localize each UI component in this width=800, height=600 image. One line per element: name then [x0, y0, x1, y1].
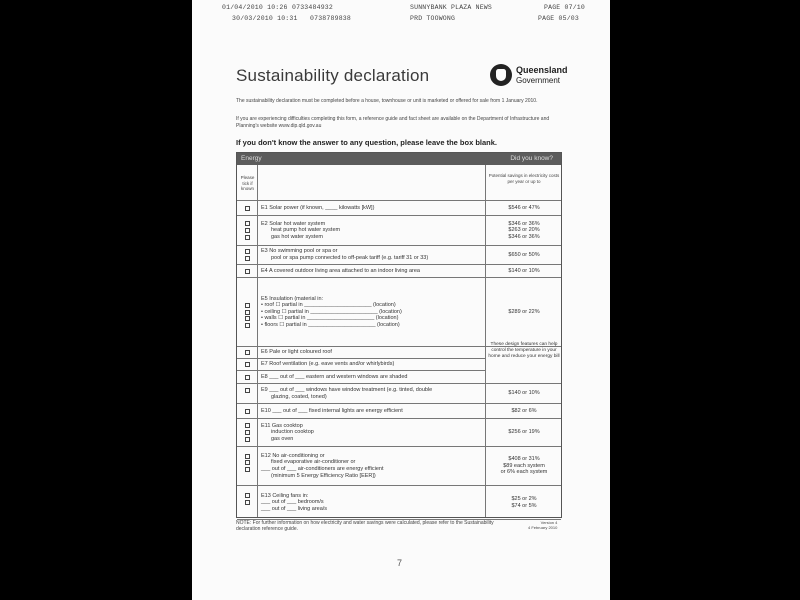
- version-date: 4 February 2010: [528, 525, 558, 530]
- question-text: E2 Solar hot water system: [261, 220, 326, 227]
- question-text: ___ out of ___ air-conditioners are energy efficient: [261, 466, 384, 472]
- version-label: Version 4: [540, 520, 558, 525]
- fax-header-name-2: PRD TOOWONG: [410, 15, 456, 22]
- question-text: heat pump hot water system: [271, 227, 341, 234]
- question-text: E8 ___ out of ___ eastern and western windows are shaded: [261, 373, 408, 380]
- intro-paragraph-2: If you are experiencing difficulties completing this form, a reference guide and fact sheet are available on the Department of Infrastructure and Planning's website www.dip.qld.gov.au: [236, 116, 550, 129]
- question-text: gas oven: [271, 435, 294, 442]
- scanned-page: [192, 0, 610, 600]
- version-info: [528, 520, 557, 530]
- fax-header-number-2: 0738789838: [310, 15, 352, 22]
- fax-header-number-1: 0733484932: [292, 4, 334, 11]
- instruction-note: If you don't know the answer to any question, please leave the box blank.: [236, 138, 498, 147]
- savings-value: $408 or 31%: [508, 456, 540, 463]
- crest-icon: [490, 64, 512, 86]
- tick-checkbox[interactable]: [245, 437, 250, 442]
- question-text: • floors ☐ partial in ______________________ (location): [261, 321, 400, 328]
- form-header-bar: [237, 153, 561, 165]
- footer-note: NOTE: For further information on how electricity and water savings were calculated, please refer to the Sustainability declaration reference guide.: [236, 520, 494, 532]
- question-text: E7 Roof ventilation (e.g. eave vents and/or whirlybirds): [261, 361, 395, 368]
- question-text: pool or spa pump connected to off-peak tariff (e.g. tariff 31 or 33): [271, 255, 429, 261]
- form-row: [237, 418, 561, 446]
- savings-value: $263 or 20%: [508, 227, 540, 234]
- section-title: Energy: [241, 155, 262, 162]
- question-text: E13 Ceiling fans in:: [261, 492, 309, 499]
- tick-checkbox[interactable]: [245, 362, 250, 367]
- savings-value: $346 or 36%: [508, 233, 540, 240]
- tick-checkbox[interactable]: [245, 206, 250, 211]
- tick-checkbox[interactable]: [245, 228, 250, 233]
- question-text: (minimum 5 Energy Efficiency Ratio [EER]): [271, 472, 376, 479]
- savings-value: $82 or 6%: [511, 407, 537, 414]
- tick-checkbox[interactable]: [245, 235, 250, 240]
- savings-value: $546 or 47%: [508, 204, 540, 211]
- savings-value: $289 or 22%: [508, 308, 540, 315]
- question-text: E11 Gas cooktop: [261, 422, 303, 429]
- form-row: [237, 485, 561, 519]
- question-text: E3 No swimming pool or spa or: [261, 248, 338, 255]
- form-row: [237, 200, 561, 215]
- tick-checkbox[interactable]: [245, 493, 250, 498]
- tick-checkbox[interactable]: [245, 467, 250, 472]
- government-logo: [490, 62, 568, 92]
- savings-value: $89 each system: [503, 462, 545, 469]
- fax-header-date-2: 30/03/2010 10:31: [232, 15, 298, 22]
- form-row: [237, 277, 561, 346]
- form-row: [237, 215, 561, 245]
- form-row: [237, 358, 561, 370]
- tick-checkbox[interactable]: [245, 500, 250, 505]
- savings-value: $650 or 50%: [508, 251, 540, 258]
- fax-header-page-1: PAGE 07/10: [544, 4, 586, 11]
- question-text: glazing, coated, toned): [271, 393, 327, 400]
- tick-checkbox[interactable]: [245, 454, 250, 459]
- question-text: E12 No air-conditioning or: [261, 452, 325, 459]
- form-row: [237, 446, 561, 485]
- logo-line-1: Queensland: [516, 65, 568, 75]
- savings-value: $346 or 36%: [508, 220, 540, 227]
- question-text: • walls ☐ partial in ______________________ (location): [261, 315, 399, 322]
- question-text: E1 Solar power (if known, ____ kilowatts [kW]): [261, 204, 375, 211]
- question-text: ___ out of ___ living area/s: [261, 505, 328, 512]
- question-text: induction cooktop: [271, 429, 314, 436]
- savings-value: or 6% each system: [500, 469, 548, 476]
- question-text: E4 A covered outdoor living area attached to an indoor living area: [261, 267, 420, 274]
- tick-column-header: Please tick if known: [240, 175, 255, 191]
- savings-value: These design features can help control the temperature in your home and reduce your energy bill: [488, 342, 560, 359]
- form-row: [237, 403, 561, 418]
- intro-paragraph-1: The sustainability declaration must be completed before a house, townhouse or unit is marketed or offered for sale from 1 January 2010.: [236, 98, 538, 104]
- savings-value: $256 or 19%: [508, 429, 540, 436]
- question-text: • ceiling ☐ partial in ______________________ (location): [261, 308, 402, 315]
- energy-form: [236, 152, 562, 518]
- savings-value: $140 or 10%: [508, 267, 540, 274]
- did-you-know-label: Did you know?: [510, 155, 553, 162]
- fax-header-name-1: SUNNYBANK PLAZA NEWS: [410, 4, 493, 11]
- question-text: E5 Insulation (material in:: [261, 295, 324, 302]
- question-text: gas hot water system: [271, 233, 323, 240]
- fax-header-page-2: PAGE 05/03: [538, 15, 580, 22]
- tick-checkbox[interactable]: [245, 388, 250, 393]
- question-text: E10 ___ out of ___ fixed internal lights are energy efficient: [261, 407, 403, 414]
- tick-checkbox[interactable]: [245, 249, 250, 254]
- question-text: E9 ___ out of ___ windows have window treatment (e.g. tinted, double: [261, 386, 433, 393]
- page-title: Sustainability declaration: [236, 66, 430, 85]
- form-row: [237, 342, 561, 359]
- tick-checkbox[interactable]: [245, 423, 250, 428]
- savings-value: $25 or 2%: [511, 495, 537, 502]
- form-row: [237, 383, 561, 403]
- tick-checkbox[interactable]: [245, 256, 250, 261]
- tick-checkbox[interactable]: [245, 375, 250, 380]
- form-row: [237, 245, 561, 264]
- question-text: • roof ☐ partial in ______________________ (location): [261, 302, 396, 309]
- tick-checkbox[interactable]: [245, 316, 250, 321]
- tick-checkbox[interactable]: [245, 409, 250, 414]
- question-text: ___ out of ___ bedroom/s: [261, 499, 324, 506]
- logo-line-2: Government: [516, 76, 561, 85]
- savings-column-header: Potential savings in electricity costs per year or up to: [488, 173, 560, 184]
- form-row: [237, 370, 561, 383]
- tick-checkbox[interactable]: [245, 310, 250, 315]
- tick-checkbox[interactable]: [245, 269, 250, 274]
- tick-checkbox[interactable]: [245, 221, 250, 226]
- page-number: 7: [397, 558, 403, 568]
- tick-checkbox[interactable]: [245, 430, 250, 435]
- savings-value: $140 or 10%: [508, 390, 540, 397]
- fax-header-date-1: 01/04/2010 10:26: [222, 4, 288, 11]
- form-row: [237, 264, 561, 277]
- savings-value: $74 or 5%: [511, 502, 537, 509]
- tick-checkbox[interactable]: [245, 460, 250, 465]
- tick-checkbox[interactable]: [245, 350, 250, 355]
- question-text: E6 Pale or light coloured roof: [261, 349, 332, 356]
- question-text: fixed evaporative air-conditioner or: [271, 459, 356, 466]
- tick-checkbox[interactable]: [245, 323, 250, 328]
- tick-checkbox[interactable]: [245, 303, 250, 308]
